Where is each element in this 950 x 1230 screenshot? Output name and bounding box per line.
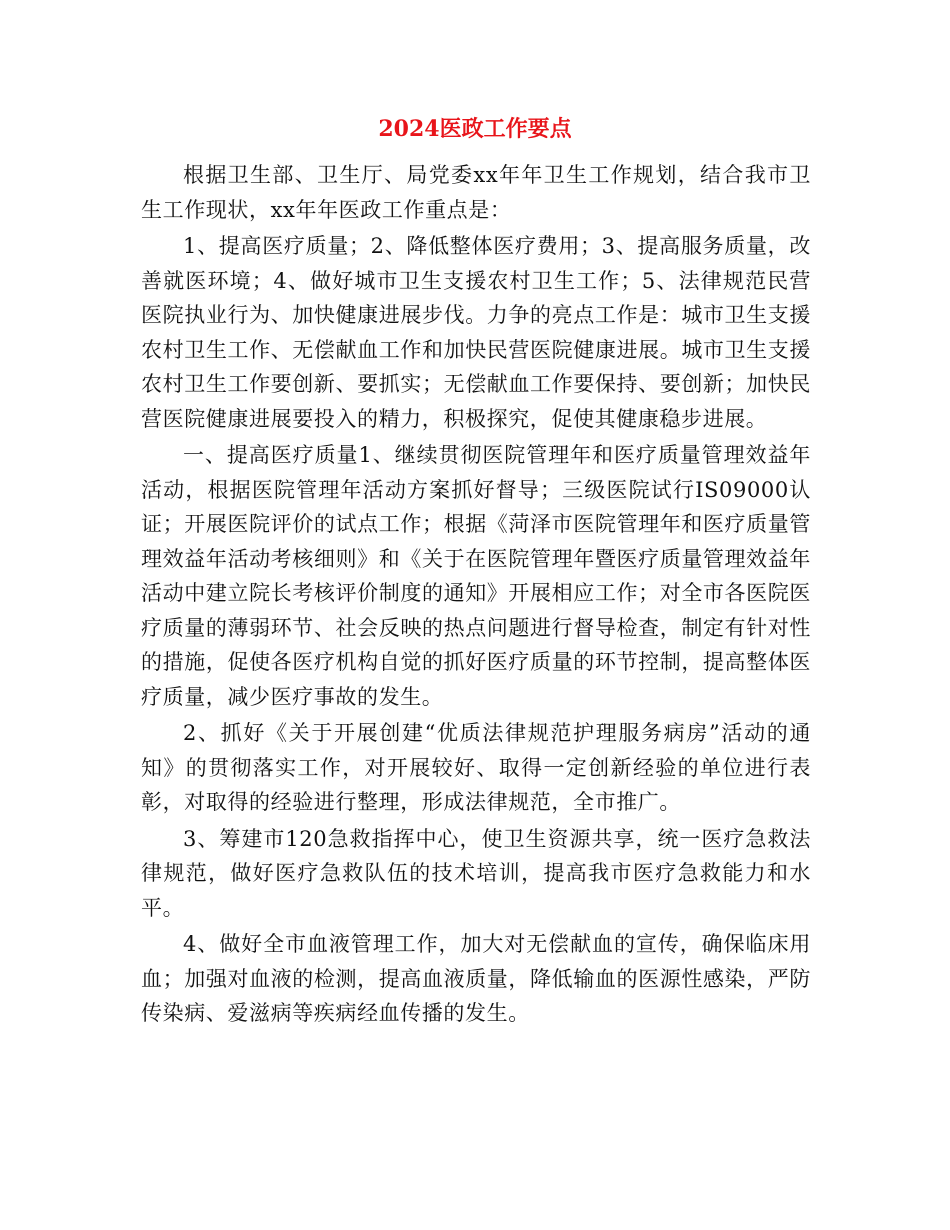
paragraph-item-3: 3、筹建市120急救指挥中心，使卫生资源共享，统一医疗急救法律规范，做好医疗急救队伍的技术培训，提高我市医疗急救能力和水平。 xyxy=(141,826,811,920)
paragraph-item-2: 2、抓好《关于开展创建“优质法律规范护理服务病房”活动的通知》的贯彻落实工作，对开展较好、取得一定创新经验的单位进行表彰，对取得的经验进行整理，形成法律规范，全市推广。 xyxy=(141,721,811,814)
paragraph-intro: 根据卫生部、卫生厅、局党委xx年年卫生工作规划，结合我市卫生工作现状，xx年年医政工作重点是： xyxy=(141,163,811,222)
paragraph-section-1: 一、提高医疗质量1、继续贯彻医院管理年和医疗质量管理效益年活动，根据医院管理年活动方案抓好督导；三级医院试行IS09000认证；开展医院评价的试点工作；根据《菏泽市医院管理年和医疗质量管理效益年活动考核细则》和《关于在医院管理年暨医疗质量管理效益年活动中建立院长考核评价制度的通知》开展相应工作；对全市各医院医疗质量的薄弱环节、社会反映的热点问题进行督导检查，制定有针对性的措施，促使各医疗机构自觉的抓好医疗质量的环节控制，提高整体医疗质量，减少医疗事故的发生。 xyxy=(141,443,811,709)
document-title: 2024医政工作要点 xyxy=(378,116,572,142)
paragraph-key-points: 1、提高医疗质量；2、降低整体医疗费用；3、提高服务质量，改善就医环境；4、做好城市卫生支援农村卫生工作；5、法律规范民营医院执业行为、加快健康进展步伐。力争的亮点工作是：城市卫生支援农村卫生工作、无偿献血工作和加快民营医院健康进展。城市卫生支援农村卫生工作要创新、要抓实；无偿献血工作要保持、要创新；加快民营医院健康进展要投入的精力，积极探究，促使其健康稳步进展。 xyxy=(141,234,811,431)
paragraph-item-4: 4、做好全市血液管理工作，加大对无偿献血的宣传，确保临床用血；加强对血液的检测，提高血液质量，降低输血的医源性感染，严防传染病、爱滋病等疾病经血传播的发生。 xyxy=(141,932,811,1025)
document-body xyxy=(141,158,811,1033)
